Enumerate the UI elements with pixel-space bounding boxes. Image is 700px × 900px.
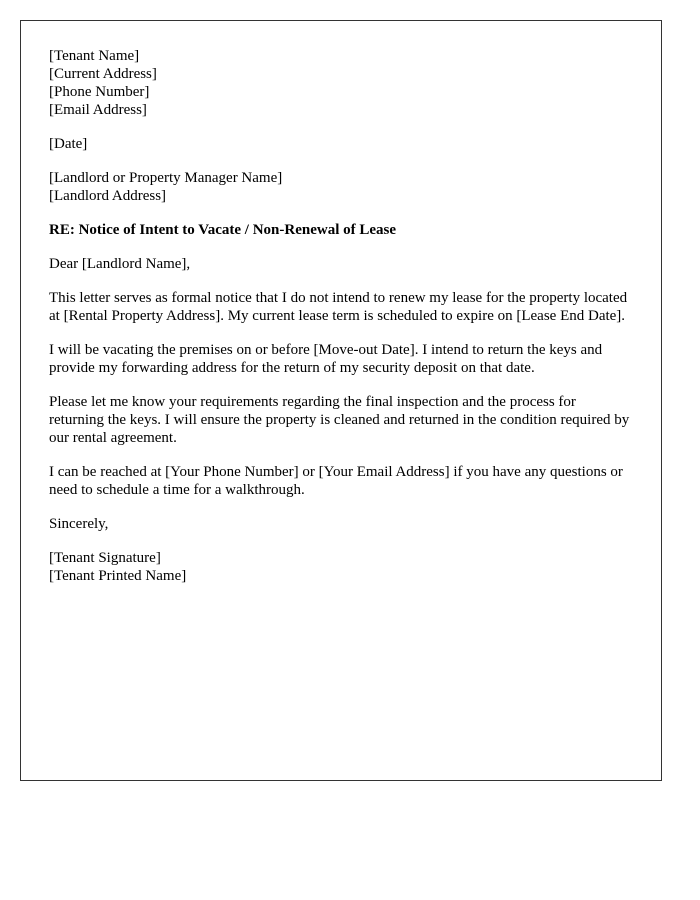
sender-address: [Current Address] [49,66,157,82]
recipient-block [49,169,634,205]
signature-block [49,549,634,585]
recipient-address: [Landlord Address] [49,188,167,204]
closing: Sincerely, [49,516,109,532]
salutation: Dear [Landlord Name], [49,256,191,272]
letter-date: [Date] [49,136,88,152]
body-paragraph: I can be reached at [Your Phone Number] or [Your Email Address] if you have any questions or need to schedule a time for a walkthrough. [49,464,623,498]
tenant-signature: [Tenant Signature] [49,550,161,566]
body-paragraph: I will be vacating the premises on or before [Move-out Date]. I intend to return the keys and provide my forwarding address for the return of my security deposit on that date. [49,342,603,376]
sender-name: [Tenant Name] [49,48,140,64]
letter-page [20,20,662,781]
sender-phone: [Phone Number] [49,84,150,100]
sender-block [49,47,634,119]
sender-email: [Email Address] [49,102,147,118]
body-paragraph: Please let me know your requirements regarding the final inspection and the process for returning the keys. I will ensure the property is cleaned and returned in the condition required by our rental agreement. [49,394,630,446]
subject-line: RE: Notice of Intent to Vacate / Non-Renewal of Lease [49,222,397,238]
recipient-name: [Landlord or Property Manager Name] [49,170,283,186]
body-paragraph: This letter serves as formal notice that I do not intend to renew my lease for the property located at [Rental Property Address]. My current lease term is scheduled to expire on [Lease End Date]. [49,290,628,324]
tenant-printed-name: [Tenant Printed Name] [49,568,187,584]
